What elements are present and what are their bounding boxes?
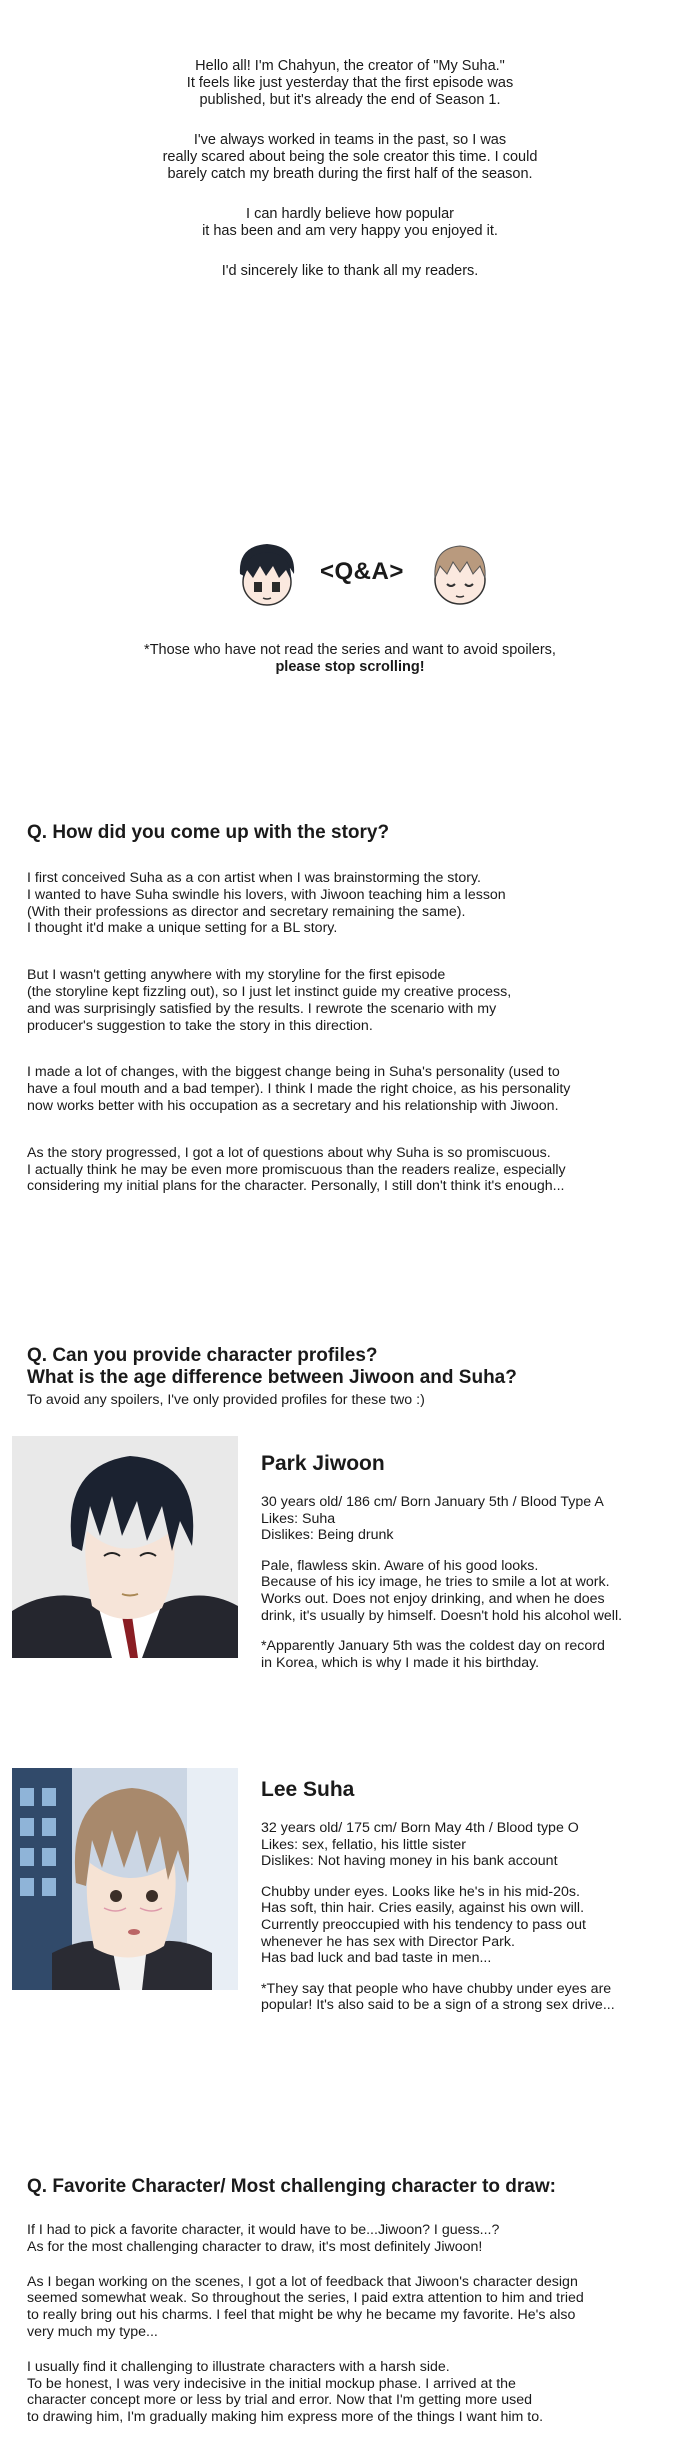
- intro-note: [50, 58, 650, 303]
- profile-description: Pale, flawless skin. Aware of his good looks. Because of his icy image, he tries to smile a lot at work. Works out. Does not enjoy drinking, and when he does drink, it's usually by himself. Doesn't hold his alcohol well.: [261, 1557, 623, 1624]
- jiwoon-portrait-illustration-icon: [12, 1436, 238, 1658]
- answer-paragraph: As the story progressed, I got a lot of questions about why Suha is so promiscuous. I actually think he may be even more promiscuous than the readers realize, especially considering my initial plans for the character. Personally, I still don't think it's enough...: [27, 1144, 566, 1195]
- question-heading: Q. Favorite Character/ Most challenging character to draw:: [27, 2176, 556, 2197]
- suha-portrait: [12, 1768, 238, 1990]
- profile-note: *Apparently January 5th was the coldest day on record in Korea, which is why I made it his birthday.: [261, 1638, 605, 1671]
- profile-note: *They say that people who have chubby under eyes are popular! It's also said to be a sign of a strong sex drive...: [261, 1980, 615, 2014]
- profile-description: Chubby under eyes. Looks like he's in his mid-20s. Has soft, thin hair. Cries easily, against his own will. Currently preoccupied with his tendency to pass out whenever he has sex with Director Park. Has bad luck and bad taste in men...: [261, 1883, 586, 1967]
- suha-chibi-icon: [425, 540, 495, 610]
- answer-paragraph: I first conceived Suha as a con artist when I was brainstorming the story. I wanted to have Suha swindle his lovers, with Jiwoon teaching him a lesson (With their professions as director and secretary remaining the same). I thought it'd make a unique setting for a BL story.: [27, 870, 506, 937]
- question-heading: Q. How did you come up with the story?: [27, 822, 390, 843]
- answer-paragraph: But I wasn't getting anywhere with my storyline for the first episode (the storyline kept fizzling out), so I just let instinct guide my creative process, and was surprisingly satisfied by the results. I rewrote the scenario with my producer's suggestion to take the story in this direction.: [27, 967, 512, 1034]
- answer-paragraph: I made a lot of changes, with the biggest change being in Suha's personality (used to have a foul mouth and a bad temper). I think I made the right choice, as his personality now works better with his occupation as a secretary and his relationship with Jiwoon.: [27, 1064, 571, 1114]
- answer-story: [27, 870, 677, 1225]
- profile-stats: 30 years old/ 186 cm/ Born January 5th / Blood Type A Likes: Suha Dislikes: Being drunk: [261, 1494, 604, 1544]
- qa-title: <Q&A>: [320, 558, 404, 585]
- jiwoon-portrait: [12, 1436, 238, 1658]
- answer-paragraph: If I had to pick a favorite character, it would have to be...Jiwoon? I guess...? As for the most challenging character to draw, it's most definitely Jiwoon!: [27, 2222, 500, 2255]
- jiwoon-chibi-icon: [232, 540, 302, 610]
- answer-favorite: [27, 2222, 677, 2426]
- profile-suha: [261, 1778, 681, 2028]
- intro-paragraph: I've always worked in teams in the past, so I was really scared about being the sole creator this time. I could barely catch my breath during the first half of the season.: [162, 132, 538, 182]
- question-heading: Q. Can you provide character profiles? What is the age difference between Jiwoon and Suha?: [27, 1345, 517, 1388]
- intro-paragraph: I'd sincerely like to thank all my readers.: [221, 263, 479, 279]
- answer-paragraph: I usually find it challenging to illustrate characters with a harsh side. To be honest, I was very indecisive in the initial mockup phase. I arrived at the character concept more or less by trial and error. Now that I'm getting more used to drawing him, I'm gradually making him express more of the things I want him to.: [27, 2358, 544, 2426]
- profiles-subtitle: To avoid any spoilers, I've only provided profiles for these two :): [27, 1392, 425, 1408]
- suha-portrait-illustration-icon: [12, 1768, 238, 1990]
- profile-stats: 32 years old/ 175 cm/ Born May 4th / Blood type O Likes: sex, fellatio, his little sister Dislikes: Not having money in his bank account: [261, 1820, 579, 1870]
- qa-banner: [0, 540, 700, 610]
- profile-name: Park Jiwoon: [261, 1452, 385, 1475]
- profile-jiwoon: [261, 1452, 681, 1685]
- intro-paragraph: Hello all! I'm Chahyun, the creator of "My Suha." It feels like just yesterday that the first episode was published, but it's already the end of Season 1.: [186, 58, 514, 108]
- profile-name: Lee Suha: [261, 1778, 355, 1801]
- spoiler-warning: *Those who have not read the series and want to avoid spoilers, please stop scrolling!: [144, 642, 556, 675]
- intro-paragraph: I can hardly believe how popular it has been and am very happy you enjoyed it.: [202, 206, 498, 239]
- answer-paragraph: As I began working on the scenes, I got a lot of feedback that Jiwoon's character design seemed somewhat weak. So throughout the series, I paid extra attention to him and tried to really bring out his charms. I feel that might be why he became my favorite. He's also very much my type...: [27, 2273, 584, 2340]
